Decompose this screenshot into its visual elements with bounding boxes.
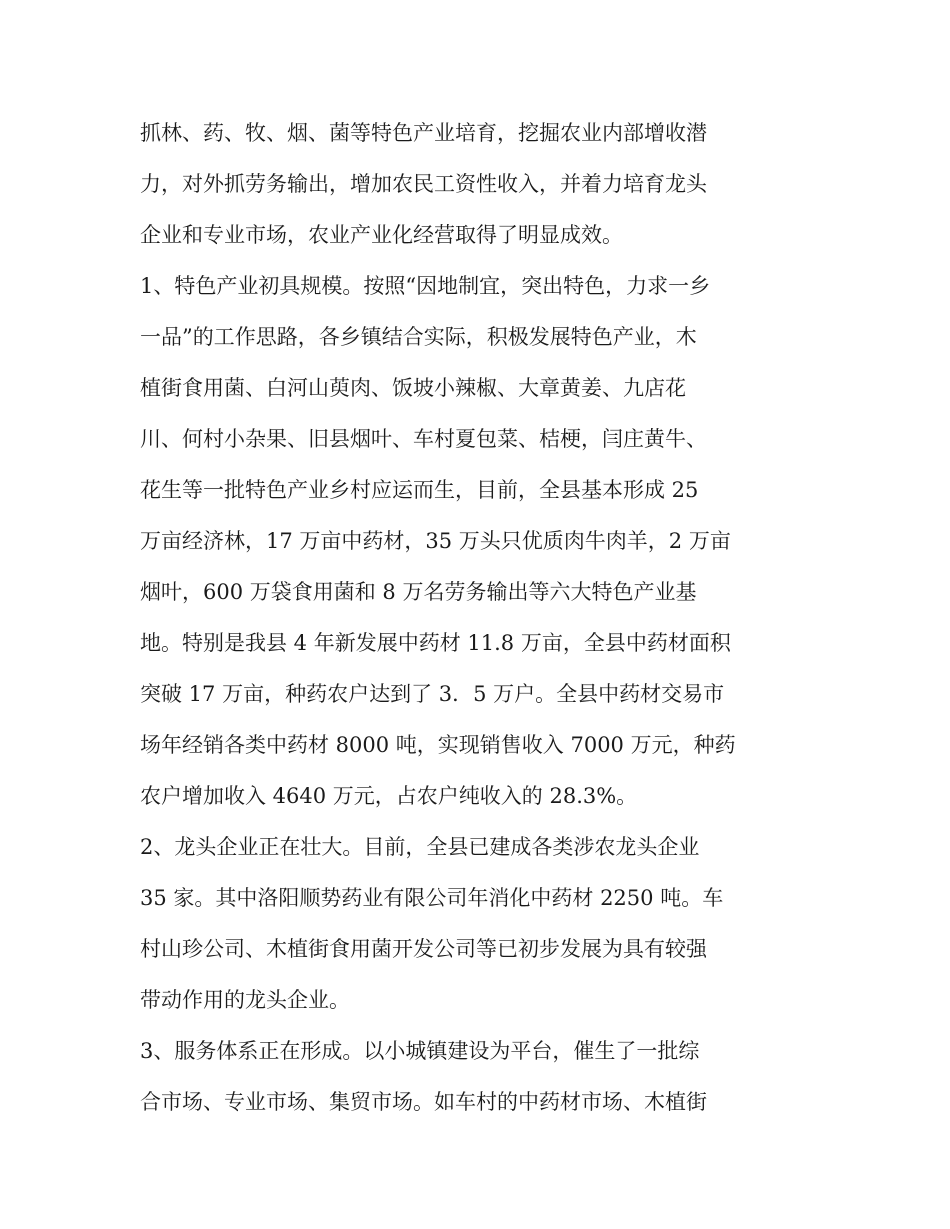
text-line: 企业和专业市场，农业产业化经营取得了明显成效。 [140, 223, 623, 247]
body-text [140, 108, 820, 1128]
text-line: 带动作用的龙头企业。 [140, 988, 350, 1012]
text-line: 抓林、药、牧、烟、菌等特色产业培育，挖掘农业内部增收潜 [140, 121, 707, 145]
text-line: 川、何村小杂果、旧县烟叶、车村夏包菜、桔梗，闫庄黄牛、 [140, 427, 707, 451]
text-line: 植街食用菌、白河山萸肉、饭坡小辣椒、大章黄姜、九店花 [140, 376, 686, 400]
text-line: 突破 17 万亩，种药农户达到了 3．5 万户。全县中药材交易市 [140, 682, 725, 706]
text-line: 村山珍公司、木植街食用菌开发公司等已初步发展为具有较强 [140, 937, 707, 961]
text-line: 地。特别是我县 4 年新发展中药材 11.8 万亩，全县中药材面积 [140, 631, 731, 655]
text-line: 一品”的工作思路，各乡镇结合实际，积极发展特色产业，木 [140, 325, 697, 349]
text-line: 合市场、专业市场、集贸市场。如车村的中药材市场、木植街 [140, 1090, 707, 1114]
text-line: 烟叶，600 万袋食用菌和 8 万名劳务输出等六大特色产业基 [140, 580, 697, 604]
text-line: 3、服务体系正在形成。以小城镇建设为平台，催生了一批综 [140, 1039, 700, 1063]
text-line: 农户增加收入 4640 万元，占农户纯收入的 28.3%。 [140, 784, 638, 808]
text-line: 2、龙头企业正在壮大。目前，全县已建成各类涉农龙头企业 [140, 835, 700, 859]
text-line: 35 家。其中洛阳顺势药业有限公司年消化中药材 2250 吨。车 [140, 886, 724, 910]
text-line: 万亩经济林，17 万亩中药材，35 万头只优质肉牛肉羊，2 万亩 [140, 529, 731, 553]
text-line: 花生等一批特色产业乡村应运而生，目前，全县基本形成 25 [140, 478, 699, 502]
text-line: 力，对外抓劳务输出，增加农民工资性收入，并着力培育龙头 [140, 172, 707, 196]
text-line: 1、特色产业初具规模。按照“因地制宜，突出特色，力求一乡 [140, 274, 711, 298]
text-line: 场年经销各类中药材 8000 吨，实现销售收入 7000 万元，种药 [140, 733, 736, 757]
